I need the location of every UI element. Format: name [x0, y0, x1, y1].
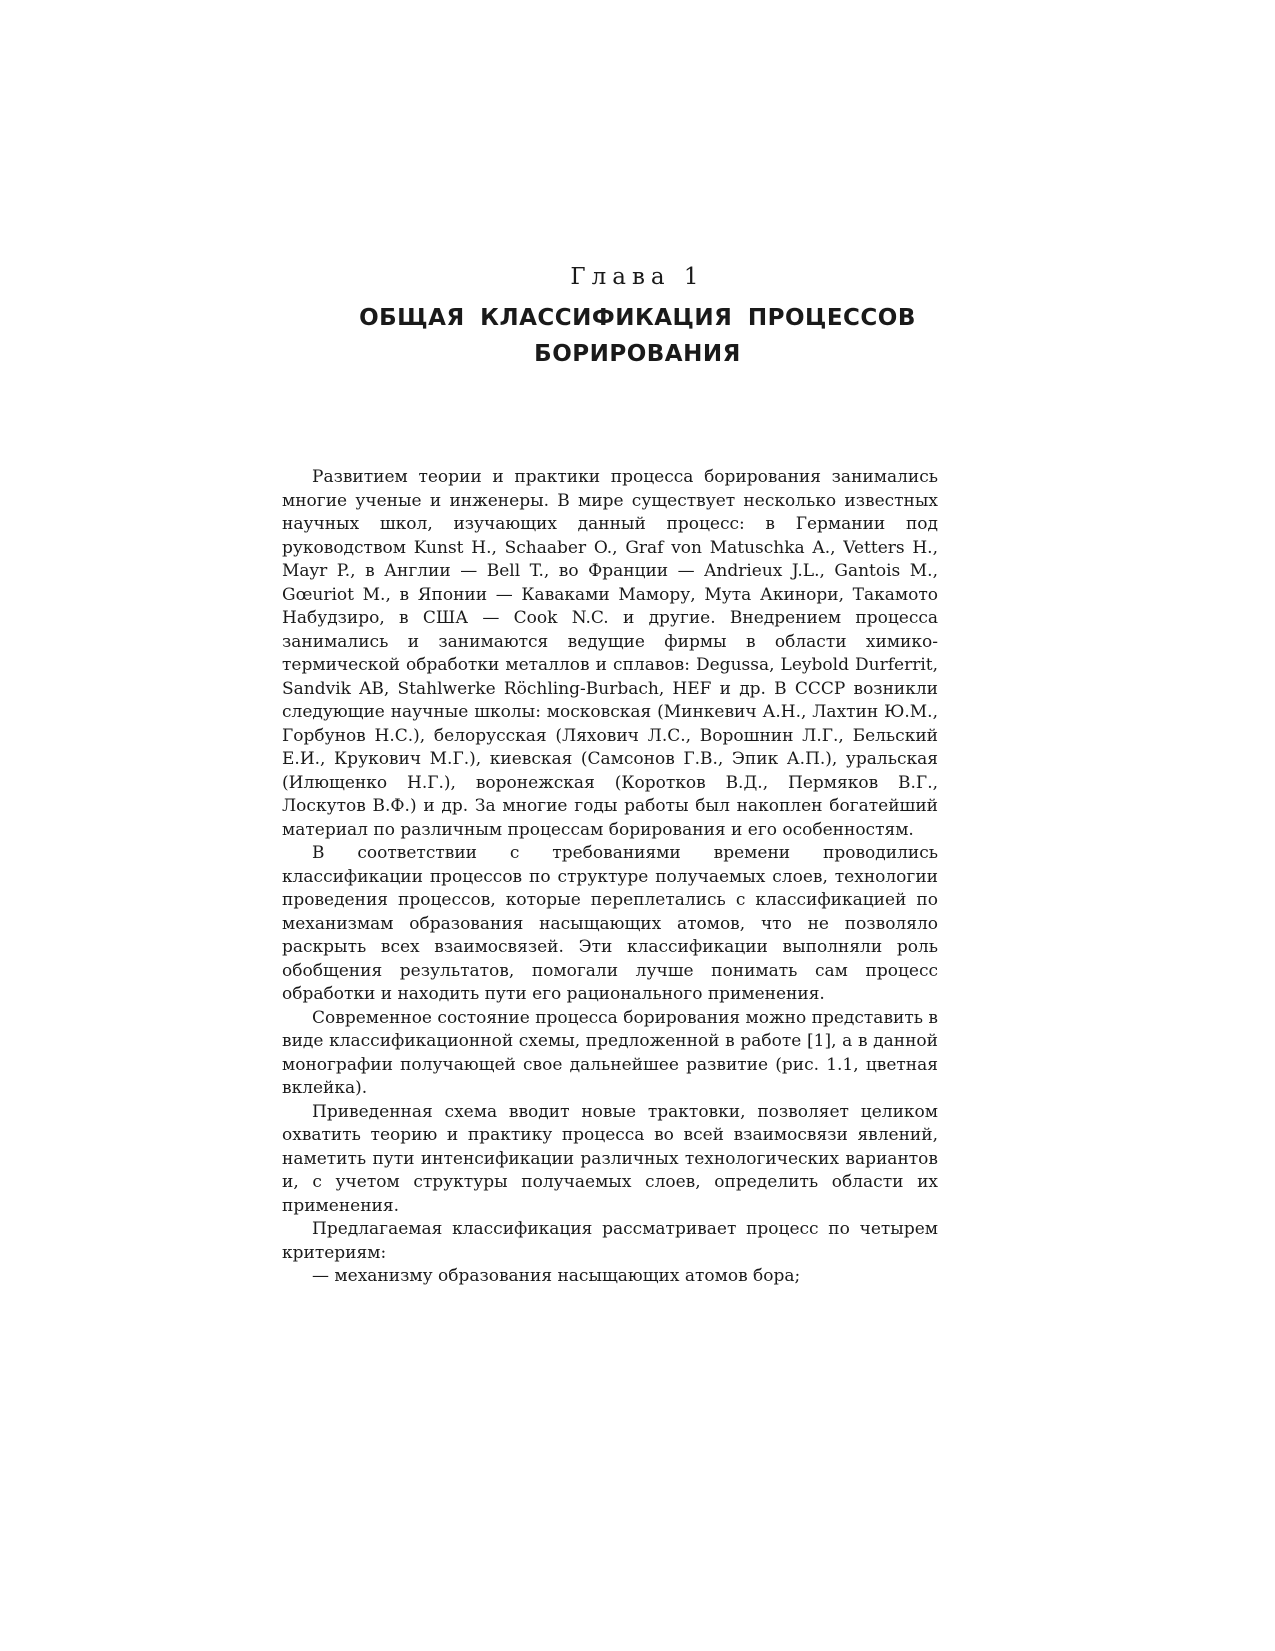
- paragraph: Развитием теории и практики процесса борирования занимались многие ученые и инженеры. В мире существует несколько известных научных школ, изучающих данный процесс: в Германии под руководством Kunst H., Schaaber O., Graf von Matuschka A., Vetters H., Mayr P., в Англии — Bell T., во Франции — Andrieux J.L., Gantois M., Gœuriot M., в Японии — Каваками Мамору, Мута Акинори, Такамото Набудзиро, в США — Cook N.C. и другие. Внедрением процесса занимались и занимаются ведущие фирмы в области химико-термической обработки металлов и сплавов: Degussa, Leybold Durferrit, Sandvik AB, Stahlwerke Röchling-Burbach, HEF и др. В СССР возникли следующие научные школы: московская (Минкевич А.Н., Лахтин Ю.М., Горбунов Н.С.), белорусская (Ляхович Л.С., Ворошнин Л.Г., Бельский Е.И., Крукович М.Г.), киевская (Самсонов Г.В., Эпик А.П.), уральская (Илющенко Н.Г.), воронежская (Коротков В.Д., Пермяков В.Г., Лоскутов В.Ф.) и др. За многие годы работы был накоплен богатейший материал по различным процессам борирования и его особенностям.: [282, 467, 938, 840]
- paragraph: В соответствии с требованиями времени проводились классификации процессов по структуре получаемых слоев, технологии проведения процессов, которые переплетались с классификацией по механизмам образования насыщающих атомов, что не позволяло раскрыть всех взаимосвязей. Эти классификации выполняли роль обобщения результатов, помогали лучше понимать сам процесс обработки и находить пути его рационального применения.: [282, 843, 938, 1004]
- paragraph: Современное состояние процесса борирования можно представить в виде классификационной схемы, предложенной в работе [1], а в данной монографии получающей свое дальнейшее развитие (рис. 1.1, цветная вклейка).: [282, 1007, 938, 1098]
- paragraph: Предлагаемая классификация рассматривает процесс по четырем критериям:: [282, 1219, 938, 1263]
- chapter-label: Глава 1: [570, 264, 705, 290]
- paragraph: Приведенная схема вводит новые трактовки, позволяет целиком охватить теорию и практику процесса во всей взаимосвязи явлений, наметить пути интенсификации различных технологических вариантов и, с учетом структуры получаемых слоев, определить области их применения.: [282, 1101, 938, 1216]
- body-text: [282, 466, 938, 1289]
- list-item: — механизму образования насыщающих атомов бора;: [312, 1266, 801, 1286]
- chapter-title: ОБЩАЯ КЛАССИФИКАЦИЯ ПРОЦЕССОВ БОРИРОВАНИЯ: [359, 305, 916, 367]
